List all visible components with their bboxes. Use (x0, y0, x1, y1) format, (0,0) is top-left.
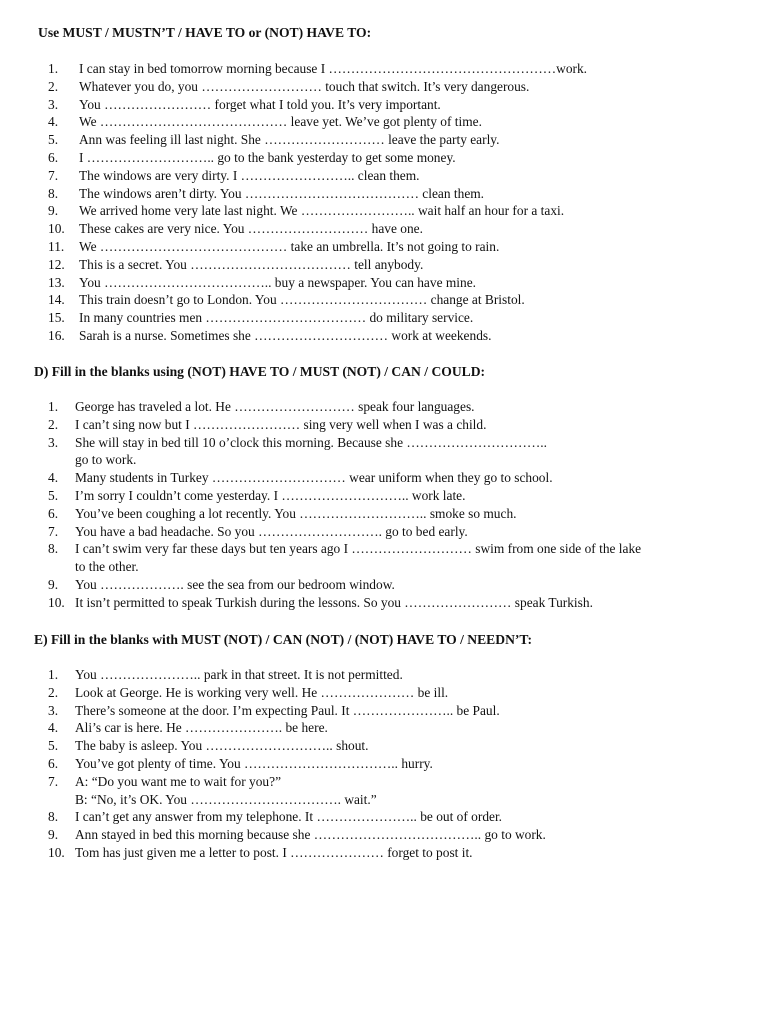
item-text: You ………………….. park in that street. It is not permitted. (75, 667, 403, 682)
exercise-item (48, 185, 748, 203)
exercise-item (48, 60, 748, 78)
exercise-item (48, 78, 748, 96)
exercise-item (48, 540, 748, 576)
item-number: 2. (48, 416, 59, 432)
item-text: I can’t get any answer from my telephone. It ………………….. be out of order. (75, 809, 503, 825)
item-number: 6. (48, 149, 59, 165)
item-number: 3. (48, 702, 59, 718)
item-number: 10. (48, 221, 65, 237)
section-heading-modals: Use MUST / MUSTN’T / HAVE TO or (NOT) HAVE TO: (38, 25, 372, 40)
exercise-item (48, 398, 748, 416)
item-number: 8. (48, 809, 59, 825)
item-number: 1. (48, 667, 59, 682)
item-text-continuation: to the other. (75, 559, 139, 575)
exercise-item (48, 274, 748, 292)
item-text-continuation: B: “No, it’s OK. You ……………………………. wait.” (75, 791, 377, 807)
exercise-item (48, 487, 748, 505)
exercise-item (48, 576, 748, 594)
exercise-item (48, 469, 748, 487)
item-number: 5. (48, 132, 59, 148)
exercise-item (48, 113, 748, 131)
item-text: A: “Do you want me to wait for you?” (75, 773, 282, 789)
exercise-item (48, 755, 748, 773)
item-text: This train doesn’t go to London. You …………………………… change at Bristol. (79, 292, 525, 308)
item-text: Tom has just given me a letter to post. I ………………… forget to post it. (75, 844, 473, 860)
item-number: 15. (48, 310, 65, 326)
item-number: 9. (48, 203, 59, 219)
item-number: 16. (48, 327, 65, 343)
exercise-item (48, 149, 748, 167)
item-number: 6. (48, 505, 59, 521)
section-heading-d: D) Fill in the blanks using (NOT) HAVE TO / MUST (NOT) / CAN / COULD: (34, 364, 486, 379)
item-text: This is a secret. You ……………………………… tell anybody. (79, 256, 424, 272)
item-text: We …………………………………… take an umbrella. It’s not going to rain. (79, 238, 500, 254)
item-text: I can’t swim very far these days but ten years ago I ……………………… swim from one side of the lake (75, 541, 642, 557)
item-text: Look at George. He is working very well. He ………………… be ill. (75, 684, 449, 700)
item-number: 4. (48, 470, 59, 486)
item-text: Ann stayed in bed this morning because she ……………………………….. go to work. (75, 827, 546, 843)
exercise-item (48, 238, 748, 256)
exercise-item (48, 666, 748, 684)
item-text: Ali’s car is here. He …………………. be here. (75, 720, 328, 736)
item-text: I can’t sing now but I …………………… sing very well when I was a child. (75, 416, 487, 432)
exercise-item (48, 523, 748, 541)
exercise-item (48, 505, 748, 523)
item-number: 5. (48, 487, 59, 503)
item-number: 1. (48, 399, 59, 414)
item-number: 7. (48, 773, 59, 789)
item-text: I ……………………….. go to the bank yesterday to get some money. (79, 149, 456, 165)
item-number: 3. (48, 434, 59, 450)
exercise-item (48, 291, 748, 309)
item-text: You’ve got plenty of time. You …………………………….. hurry. (75, 755, 433, 771)
exercise-item (48, 167, 748, 185)
item-text: There’s someone at the door. I’m expecting Paul. It ………………….. be Paul. (75, 702, 500, 718)
item-text: We arrived home very late last night. We …………………….. wait half an hour for a taxi. (79, 203, 565, 219)
item-text-continuation: go to work. (75, 452, 137, 468)
exercise-list-d (48, 398, 748, 612)
exercise-item (48, 702, 748, 720)
exercise-item (48, 416, 748, 434)
exercise-item (48, 309, 748, 327)
item-text: Ann was feeling ill last night. She ……………………… leave the party early. (79, 132, 500, 148)
item-number: 10. (48, 844, 65, 860)
exercise-item (48, 737, 748, 755)
item-text: The baby is asleep. You ……………………….. shout. (75, 738, 369, 754)
item-text: These cakes are very nice. You ……………………… have one. (79, 221, 423, 237)
item-number: 10. (48, 594, 65, 610)
item-text: In many countries men ……………………………… do military service. (79, 310, 474, 326)
exercise-item (48, 434, 748, 470)
exercise-item (48, 719, 748, 737)
exercise-item (48, 808, 748, 826)
item-text: She will stay in bed till 10 o’clock this morning. Because she ………………………….. (75, 434, 547, 450)
item-text: The windows aren’t dirty. You ………………………………… clean them. (79, 185, 485, 201)
item-text: You have a bad headache. So you ………………………. go to bed early. (75, 523, 468, 539)
exercise-item (48, 594, 748, 612)
item-number: 3. (48, 96, 59, 112)
item-text: Many students in Turkey ………………………… wear uniform when they go to school. (75, 470, 553, 486)
item-text: You …………………… forget what I told you. It’s very important. (79, 96, 441, 112)
item-number: 7. (48, 167, 59, 183)
item-text: George has traveled a lot. He ……………………… speak four languages. (75, 399, 475, 414)
item-text: You ……………………………….. buy a newspaper. You can have mine. (79, 274, 476, 290)
exercise-list-modals (48, 60, 748, 345)
item-number: 8. (48, 541, 59, 557)
exercise-item (48, 826, 748, 844)
exercise-item (48, 256, 748, 274)
item-number: 2. (48, 684, 59, 700)
item-number: 4. (48, 720, 59, 736)
item-number: 4. (48, 114, 59, 130)
item-text: It isn’t permitted to speak Turkish during the lessons. So you …………………… speak Turkish. (75, 594, 593, 610)
item-number: 9. (48, 827, 59, 843)
exercise-item (48, 131, 748, 149)
item-text: You ………………. see the sea from our bedroom window. (75, 576, 395, 592)
exercise-item (48, 327, 748, 345)
item-number: 12. (48, 256, 65, 272)
exercise-item (48, 202, 748, 220)
exercise-item (48, 844, 748, 862)
exercise-list-e (48, 666, 748, 862)
item-text: I’m sorry I couldn’t come yesterday. I ……………………….. work late. (75, 487, 466, 503)
exercise-item (48, 684, 748, 702)
item-text: The windows are very dirty. I …………………….. clean them. (79, 167, 420, 183)
item-number: 1. (48, 61, 59, 76)
item-number: 6. (48, 755, 59, 771)
item-text: I can stay in bed tomorrow morning because I ……………………………………………work. (79, 61, 588, 76)
item-number: 2. (48, 78, 59, 94)
item-number: 13. (48, 274, 65, 290)
item-number: 9. (48, 576, 59, 592)
section-heading-e: E) Fill in the blanks with MUST (NOT) / CAN (NOT) / (NOT) HAVE TO / NEEDN’T: (34, 632, 532, 647)
item-number: 11. (48, 238, 65, 254)
item-text: Sarah is a nurse. Sometimes she ………………………… work at weekends. (79, 327, 492, 343)
item-text: Whatever you do, you ……………………… touch that switch. It’s very dangerous. (79, 78, 530, 94)
item-number: 8. (48, 185, 59, 201)
item-number: 14. (48, 292, 65, 308)
exercise-item (48, 220, 748, 238)
exercise-item (48, 773, 748, 809)
item-text: We …………………………………… leave yet. We’ve got plenty of time. (79, 114, 482, 130)
item-number: 7. (48, 523, 59, 539)
exercise-item (48, 96, 748, 114)
item-text: You’ve been coughing a lot recently. You ……………………….. smoke so much. (75, 505, 517, 521)
item-number: 5. (48, 738, 59, 754)
